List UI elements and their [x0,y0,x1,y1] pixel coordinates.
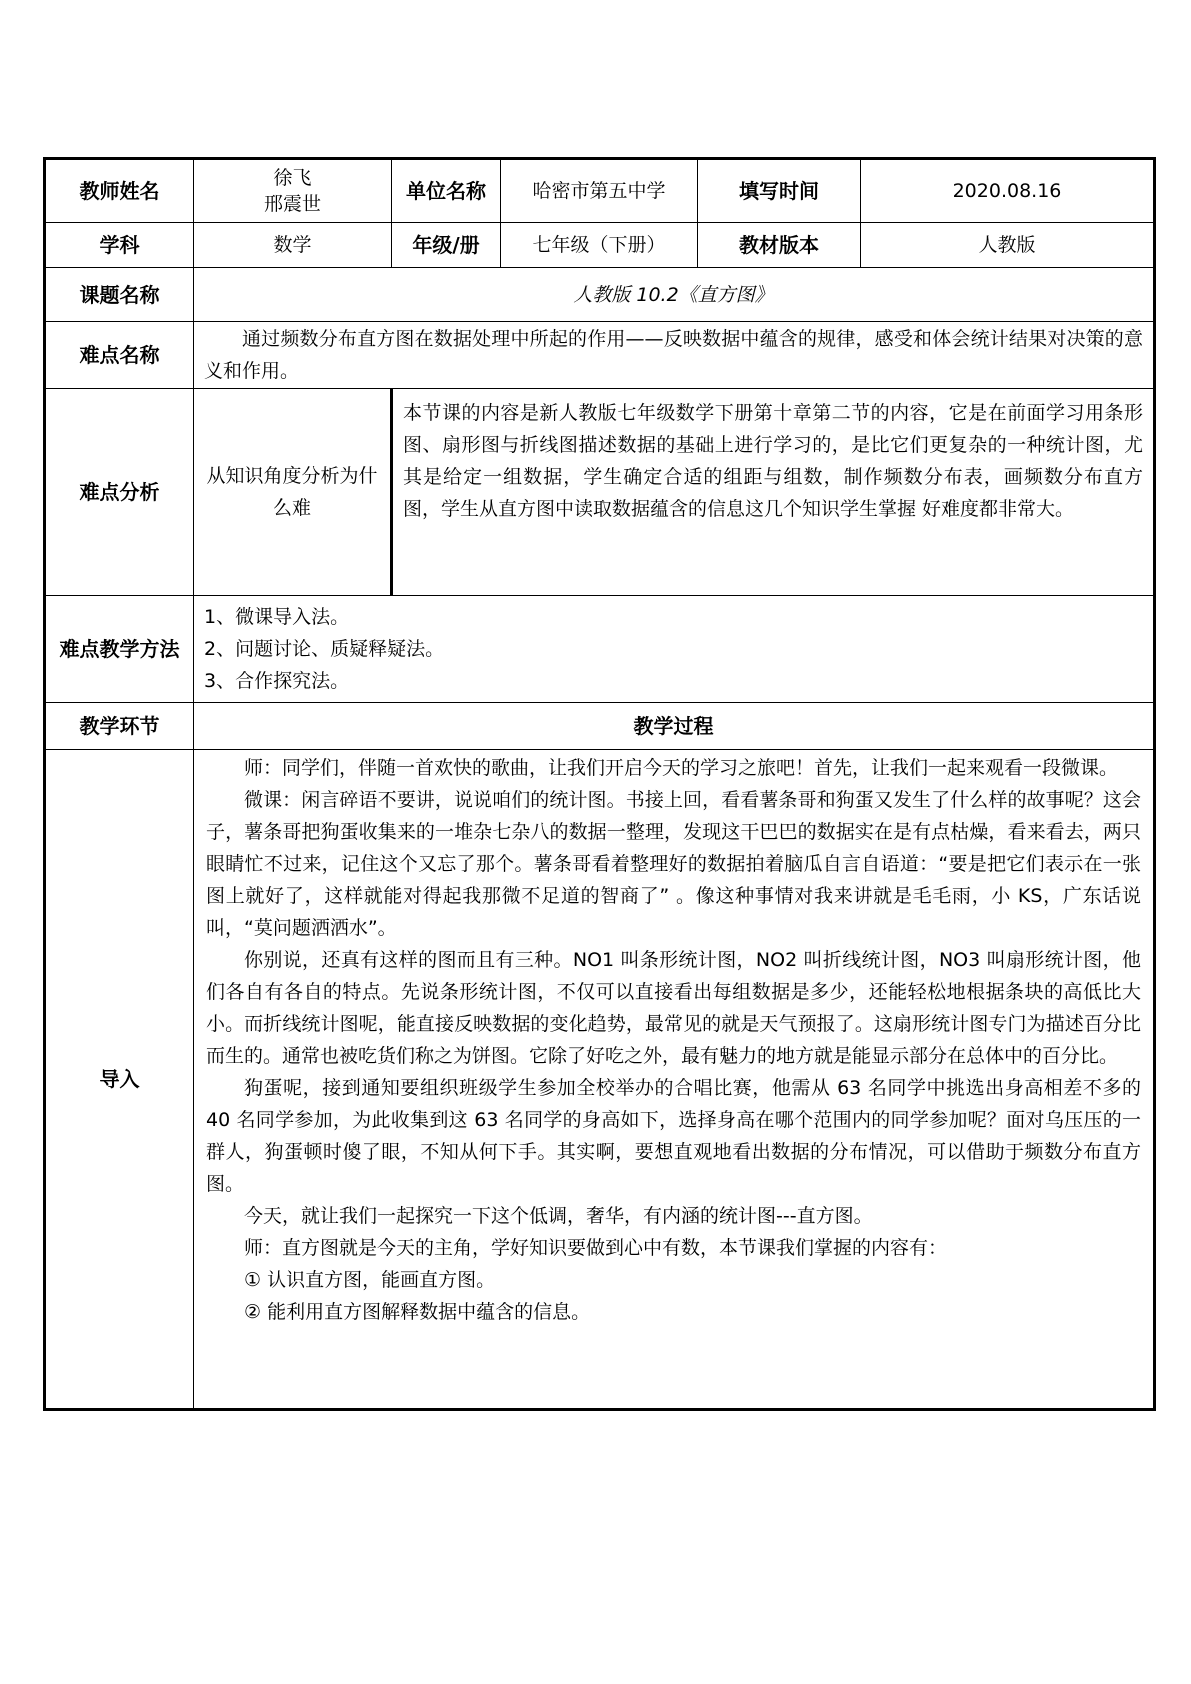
teacher-name-2: 邢震世 [263,193,321,215]
analysis-value: 本节课的内容是新人教版七年级数学下册第十章第二节的内容，它是在前面学习用条形图、扇形图与折线图描述数据的基础上进行学习的，是比它们更复杂的一种统计图，尤其是给定一组数据，学生确定合适的组距与组数，制作频数分布表，画频数分布直方图，学生从直方图中读取数据蕴含的信息这几个知识学生掌握 好难度都非常大。 [403,402,1143,520]
intro-paragraph-6: 师：直方图就是今天的主角，学好知识要做到心中有数，本节课我们掌握的内容有： [244,1237,948,1259]
stage-label: 教学环节 [45,703,194,750]
lesson-plan-table [43,157,1156,1411]
method-list [194,597,1153,701]
method-label: 难点教学方法 [45,596,194,703]
intro-paragraph-4: 狗蛋呢，接到通知要组织班级学生参加全校举办的合唱比赛，他需从 63 名同学中挑选出身高相差不多的 40 名同学参加，为此收集到这 63 名同学的身高如下，选择身高在哪个范围内的同学参加呢？面对乌压压的一群人，狗蛋顿时傻了眼，不知从何下手。其实啊，要想直观地看出数据的分布情况，可以借助于频数分布直方图。 [206,1077,1141,1195]
teacher-names [194,159,392,223]
grade-value: 七年级（下册） [501,223,698,268]
analysis-cell [392,389,1155,596]
header-row [45,159,1155,223]
intro-goal-1: ① 认识直方图，能画直方图。 [244,1269,496,1291]
date-label: 填写时间 [698,159,861,223]
analysis-sub-label [194,389,392,596]
process-label: 教学过程 [194,703,1155,750]
difficulty-value: 通过频数分布直方图在数据处理中所起的作用——反映数据中蕴含的规律，感受和体会统计结果对决策的意义和作用。 [204,328,1143,382]
difficulty-cell [194,322,1155,389]
date-value: 2020.08.16 [861,159,1155,223]
analysis-sub-label-text: 从知识角度分析为什么难 [206,465,378,519]
teacher-name-1: 徐飞 [273,167,312,189]
unit-value: 哈密市第五中学 [501,159,698,223]
analysis-row [45,389,1155,596]
edition-value: 人教版 [861,223,1155,268]
method-cell [194,596,1155,703]
method-row [45,596,1155,703]
intro-row [45,750,1155,1410]
topic-value: 人教版 10.2《直方图》 [194,268,1155,322]
intro-paragraph-2: 微课：闲言碎语不要讲，说说咱们的统计图。书接上回，看看薯条哥和狗蛋又发生了什么样的故事呢？这会子，薯条哥把狗蛋收集来的一堆杂七杂八的数据一整理，发现这干巴巴的数据实在是有点枯燥，看来看去，两只眼睛忙不过来，记住这个又忘了那个。薯条哥看着整理好的数据拍着脑瓜自言自语道：“要是把它们表示在一张图上就好了，这样就能对得起我那微不足道的智商了” 。像这种事情对我来讲就是毛毛雨，小 KS，广东话说叫，“莫问题洒洒水”。 [206,789,1141,939]
method-item-3: 3、合作探究法。 [204,670,350,692]
process-header-row [45,703,1155,750]
topic-row [45,268,1155,322]
method-item-2: 2、问题讨论、质疑释疑法。 [204,638,445,660]
intro-cell [194,750,1155,1410]
intro-process-text [194,750,1153,1358]
intro-label: 导入 [45,750,194,1410]
analysis-label: 难点分析 [45,389,194,596]
difficulty-row [45,322,1155,389]
intro-goal-2: ② 能利用直方图解释数据中蕴含的信息。 [244,1301,591,1323]
method-item-1: 1、微课导入法。 [204,606,350,628]
topic-label: 课题名称 [45,268,194,322]
subject-label: 学科 [45,223,194,268]
subject-row [45,223,1155,268]
intro-paragraph-5: 今天，就让我们一起探究一下这个低调，奢华，有内涵的统计图---直方图。 [244,1205,873,1227]
lesson-plan-sheet [43,157,1153,1411]
intro-paragraph-1: 师：同学们，伴随一首欢快的歌曲，让我们开启今天的学习之旅吧！首先，让我们一起来观看一段微课。 [244,757,1119,779]
subject-value: 数学 [194,223,392,268]
edition-label: 教材版本 [698,223,861,268]
unit-label: 单位名称 [392,159,501,223]
grade-label: 年级/册 [392,223,501,268]
teacher-label: 教师姓名 [45,159,194,223]
intro-paragraph-3: 你别说，还真有这样的图而且有三种。NO1 叫条形统计图，NO2 叫折线统计图，NO3 叫扇形统计图，他们各自有各自的特点。先说条形统计图，不仅可以直接看出每组数据是多少，还能轻松地根据条块的高低比大小。而折线统计图呢，能直接反映数据的变化趋势，最常见的就是天气预报了。这扇形统计图专门为描述百分比而生的。通常也被吃货们称之为饼图。它除了好吃之外，最有魅力的地方就是能显示部分在总体中的百分比。 [206,949,1141,1067]
difficulty-label: 难点名称 [45,322,194,389]
